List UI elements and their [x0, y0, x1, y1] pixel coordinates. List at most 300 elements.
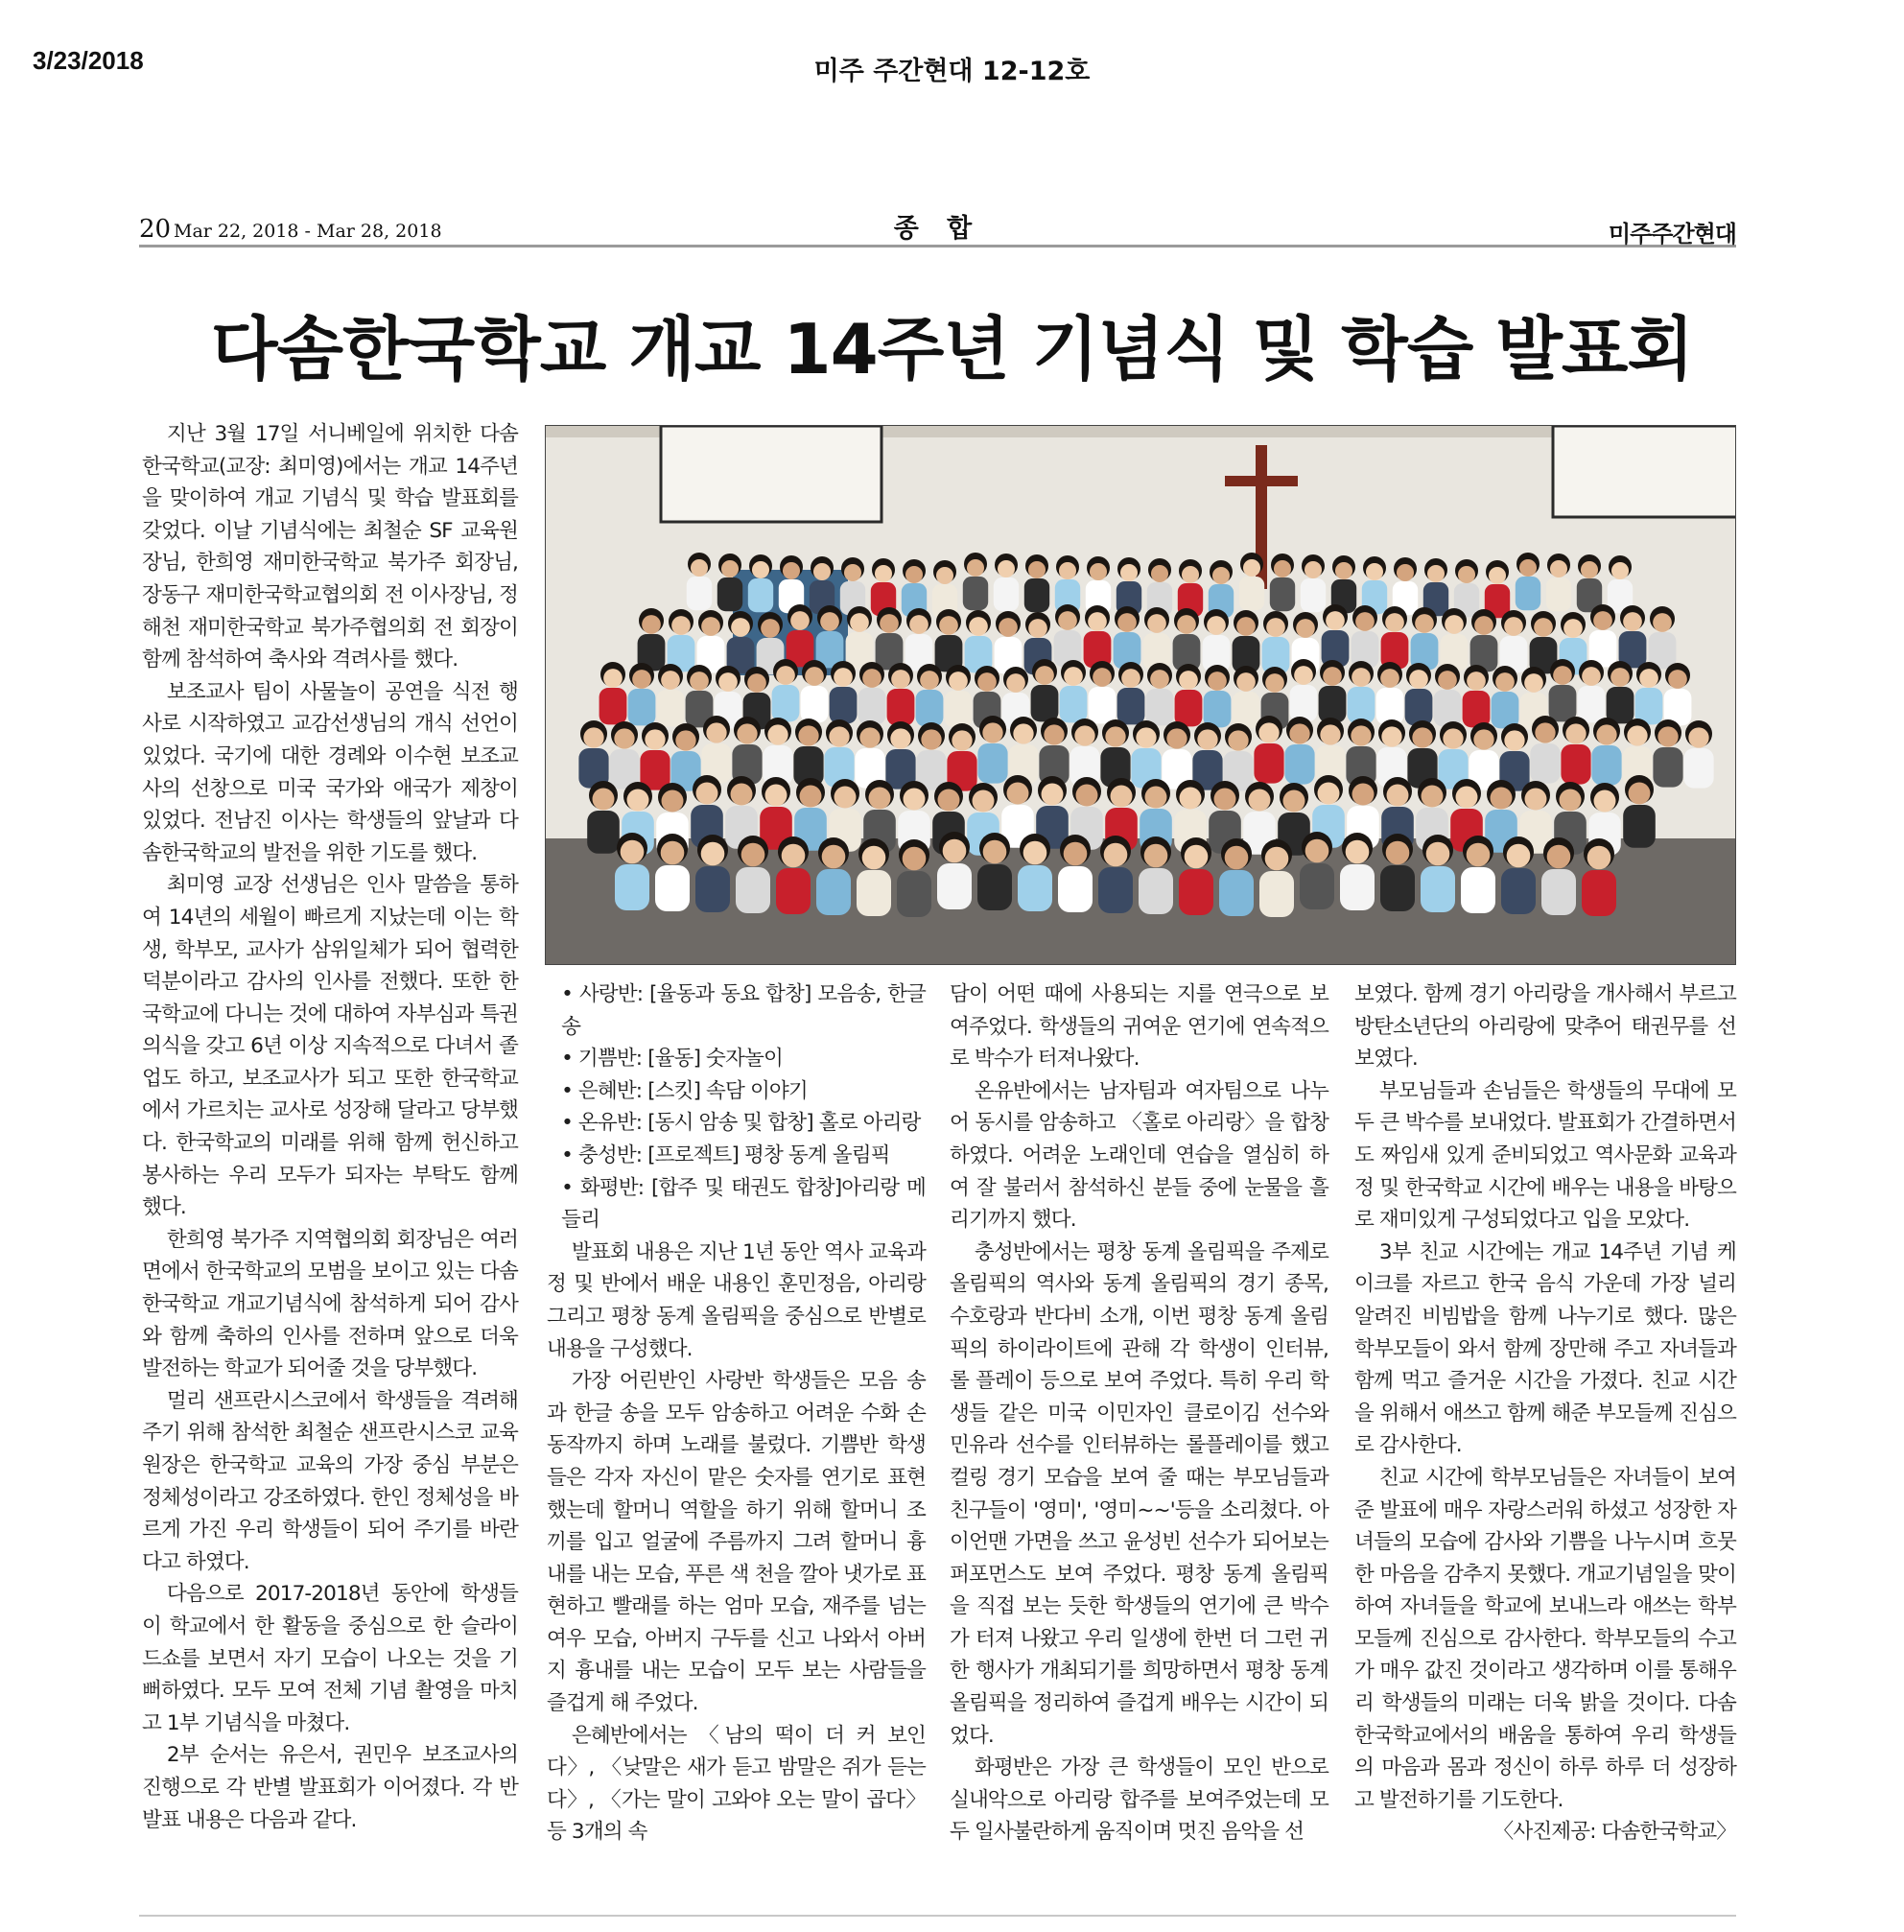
- person-body: [1501, 868, 1536, 914]
- person-body: [776, 868, 811, 914]
- person-face: [603, 669, 623, 688]
- person-face: [1208, 671, 1227, 691]
- person-face: [645, 729, 665, 749]
- person-face: [1144, 844, 1168, 868]
- person-face: [805, 667, 824, 686]
- person-face: [903, 847, 927, 871]
- person-body: [736, 867, 770, 913]
- person-face: [1352, 784, 1375, 806]
- person-face: [661, 671, 680, 690]
- person-face: [1145, 787, 1167, 809]
- article-column-3: [950, 978, 1328, 1849]
- person-face: [1121, 669, 1140, 688]
- person-body: [1492, 692, 1519, 728]
- person-face: [1283, 790, 1305, 813]
- person-body: [772, 685, 800, 721]
- person-body: [615, 864, 649, 910]
- person-face: [998, 560, 1015, 577]
- person-body: [1139, 868, 1173, 914]
- person-body: [1179, 869, 1213, 915]
- group-photo: [545, 425, 1736, 965]
- person-body: [916, 690, 944, 726]
- person-face: [1504, 617, 1523, 636]
- person-face: [1610, 668, 1630, 687]
- person-face: [1228, 730, 1248, 750]
- person-face: [627, 789, 649, 812]
- person-face: [1474, 616, 1493, 635]
- issue-dates: Mar 22, 2018 - Mar 28, 2018: [174, 221, 442, 242]
- person-body: [1683, 748, 1713, 789]
- person-body: [1089, 687, 1117, 723]
- person-body: [695, 866, 730, 912]
- person-face: [1653, 613, 1672, 632]
- person-face: [905, 566, 923, 583]
- person-face: [921, 729, 941, 749]
- class-item: • 온유반: [동시 암송 및 합창] 홀로 아리랑: [561, 1111, 921, 1136]
- person-face: [1366, 563, 1383, 580]
- person-face: [920, 671, 939, 690]
- person-face: [1594, 790, 1616, 813]
- person-body: [1405, 689, 1433, 725]
- person-body: [1175, 690, 1203, 726]
- paragraph: 부모님들과 손님들은 학생들의 무대에 모두 큰 박수를 보내었다. 발표회가 간결하면서도 짜임새 있게 준비되었고 역사문화 교육과정 및 한국학교 시간에 배우는 내용을 바탕으로 재미있게 구성되었다고 입을 모았다.: [1354, 1078, 1736, 1233]
- person-face: [829, 726, 849, 746]
- person-face: [1023, 841, 1047, 865]
- person-face: [1386, 841, 1410, 865]
- person-face: [621, 840, 645, 864]
- paragraph: 충성반에서는 평창 동계 올림픽을 주제로 올림픽의 역사와 동계 올림픽의 경기 종목, 수호랑과 반다비 소개, 이번 평창 동계 올림픽의 하이라이트에 관해 각 학생이 인터뷰, 롤 플레이 등으로 보여 주었다. 특히 우리 학생들 같은 미국 이민자인 클로이김 선수와 민유라 선수를 인터뷰하는 롤플레이를 했고 컬링 경기 모습을 보여 줄 때는 부모님들과 친구들이 '영미', '영미~~'등을 소리쳤다. 아이언맨 가면을 쓰고 윤성빈 선수가 되어보는 퍼포먼스도 보여 주었다. 평창 동계 올림픽을 직접 보는 듯한 학생들의 연기에 큰 박수가 터져 나왔고 우리 일생에 한번 더 그런 귀한 행사가 개최되기를 희망하면서 평창 동계 올림픽을 정리하여 즐겁게 배우는 시간이 되었다.: [950, 1239, 1328, 1748]
- person-face: [1197, 729, 1217, 749]
- person-face: [632, 670, 651, 689]
- person-face: [1180, 788, 1202, 810]
- person-face: [1657, 726, 1678, 746]
- person-face: [880, 614, 899, 633]
- person-face: [1265, 673, 1284, 693]
- person-body: [1219, 870, 1254, 916]
- person-body: [687, 577, 712, 610]
- person-face: [790, 611, 810, 630]
- person-face: [1207, 616, 1226, 635]
- projection-screen-left: [661, 426, 881, 522]
- person-body: [628, 689, 656, 725]
- person-face: [1274, 560, 1291, 577]
- person-face: [1236, 617, 1256, 636]
- person-face: [1409, 670, 1428, 689]
- person-face: [936, 567, 953, 584]
- person-face: [1105, 726, 1125, 746]
- person-face: [1387, 785, 1409, 807]
- person-face: [1443, 728, 1463, 748]
- person-face: [904, 789, 926, 811]
- person-face: [1445, 615, 1464, 634]
- person-face: [1639, 669, 1658, 688]
- person-body: [1290, 685, 1318, 721]
- person-face: [1296, 619, 1315, 638]
- person-body: [599, 688, 627, 724]
- person-face: [949, 671, 968, 691]
- person-face: [782, 844, 806, 868]
- person-face: [761, 619, 780, 638]
- person-body: [1463, 691, 1491, 727]
- person-face: [1355, 612, 1375, 631]
- person-face: [1489, 567, 1506, 584]
- person-body: [1319, 686, 1347, 722]
- person-body: [816, 869, 851, 915]
- person-face: [1150, 670, 1169, 689]
- person-face: [1323, 667, 1342, 686]
- person-face: [1090, 563, 1107, 580]
- person-face: [1326, 611, 1345, 630]
- person-face: [747, 673, 766, 693]
- person-face: [701, 842, 725, 866]
- person-face: [1064, 842, 1088, 866]
- person-face: [1385, 613, 1404, 632]
- person-face: [939, 616, 958, 635]
- masthead: [139, 205, 1736, 247]
- person-face: [1266, 618, 1285, 637]
- person-body: [1653, 747, 1682, 788]
- person-face: [1120, 564, 1138, 581]
- person-body: [887, 689, 915, 725]
- person-body: [1117, 688, 1145, 724]
- person-face: [1381, 726, 1401, 746]
- person-body: [1301, 578, 1326, 612]
- print-title: 미주 주간현대 12-12호: [813, 57, 1091, 86]
- person-body: [830, 687, 858, 723]
- person-face: [1076, 785, 1098, 807]
- person-face: [1688, 727, 1708, 747]
- paragraph: 2부 순서는 유은서, 권민우 보조교사의 진행으로 각 반별 발표회가 이어졌다. 각 반 발표 내용은 다음과 같다.: [142, 1743, 518, 1832]
- person-face: [943, 839, 967, 863]
- person-body: [1340, 864, 1375, 910]
- person-body: [1018, 865, 1052, 911]
- person-face: [1013, 723, 1033, 743]
- person-face: [869, 788, 891, 810]
- person-face: [973, 790, 995, 813]
- person-face: [813, 563, 831, 580]
- person-body: [858, 688, 886, 724]
- person-face: [977, 672, 997, 692]
- person-face: [1623, 612, 1642, 631]
- person-face: [1397, 564, 1414, 581]
- person-face: [731, 784, 753, 806]
- person-face: [1305, 839, 1329, 863]
- person-face: [1491, 788, 1513, 810]
- person-face: [834, 668, 853, 687]
- person-face: [1289, 723, 1309, 743]
- person-face: [983, 840, 1007, 864]
- person-body: [897, 871, 931, 917]
- person-body: [937, 863, 972, 909]
- person-body: [977, 864, 1012, 910]
- person-face: [890, 728, 910, 748]
- person-face: [1117, 613, 1137, 632]
- person-face: [1596, 724, 1616, 744]
- person-face: [891, 670, 910, 689]
- person-body: [1461, 867, 1495, 913]
- class-item: • 화평반: [합주 및 태권도 합창]아리랑 메들리: [561, 1175, 926, 1233]
- paragraph: 보였다. 함께 경기 아리랑을 개사해서 부르고 방탄소년단의 아리랑에 맞추어 태권무를 선보였다.: [1354, 982, 1736, 1072]
- person-face: [1352, 668, 1371, 687]
- person-face: [859, 727, 880, 747]
- person-face: [875, 565, 892, 582]
- print-date: 3/23/2018: [33, 46, 144, 75]
- person-body: [1233, 692, 1260, 728]
- person-face: [1547, 845, 1571, 869]
- person-face: [1006, 673, 1025, 693]
- person-face: [938, 789, 960, 812]
- person-face: [1042, 784, 1064, 806]
- person-face: [1629, 783, 1651, 805]
- person-face: [593, 789, 615, 811]
- person-face: [1318, 783, 1340, 805]
- person-body: [717, 577, 742, 611]
- paragraph: 담이 어떤 때에 사용되는 지를 연극으로 보여주었다. 학생들의 귀여운 연기에 연속적으로 박수가 터져나왔다.: [950, 982, 1328, 1072]
- person-face: [1456, 787, 1478, 809]
- paragraph: 지난 3월 17일 서니베일에 위치한 다솜한국학교(교장: 최미영)에서는 개교 14주년을 맞이하여 개교 기념식 및 학습 발표회를 갖었다. 이날 기념식에는 최철순 SF 교육원장님, 한희영 재미한국학교 북가주 회장님, 장동구 재미한국학교협의회 전 이사장님, 정해천 재미한국학교 북가주협의회 전 회장이 함께 참석하여 축사와 격려사를 했다.: [142, 422, 518, 672]
- person-face: [1519, 559, 1537, 577]
- person-face: [844, 564, 861, 581]
- person-face: [967, 559, 984, 577]
- person-face: [1059, 562, 1076, 579]
- person-face: [1467, 843, 1491, 867]
- person-face: [1111, 786, 1133, 808]
- paragraph: 가장 어린반인 사랑반 학생들은 모음 송과 한글 송을 모두 암송하고 어려운 수화 손동작까지 하며 노래를 불렀다. 기쁨반 학생들은 각자 자신이 맡은 숫자를 연기로 표현했는데 할머니 역할을 하기 위해 할머니 조끼를 입고 얼굴에 주름까지 그려 할머니 흉내를 내는 모습, 푸른 색 천을 깔아 냇가로 표현하고 빨래를 하는 엄마 모습, 재주를 넘는 여우 모습, 아버지 구두를 신고 나와서 아버지 흉내를 내는 모습이 모두 보는 사람들을 즐겁게 해 주었다.: [547, 1369, 926, 1716]
- person-face: [999, 618, 1018, 637]
- person-face: [614, 728, 634, 748]
- person-face: [696, 783, 718, 805]
- person-face: [820, 612, 839, 631]
- paragraph: 보조교사 팀이 사물놀이 공연을 식전 행사로 시작하였고 교감선생님의 개식 선언이 있었다. 국기에 대한 경례와 이수현 보조교사의 선창으로 미국 국가와 애국가 제창이 있었다. 전남진 이사는 학생들의 앞날과 다솜한국학교의 발전을 위한 기도를 했다.: [142, 679, 518, 865]
- person-face: [1427, 565, 1445, 582]
- person-face: [1212, 567, 1230, 584]
- person-face: [642, 615, 661, 634]
- paragraph: 다음으로 2017-2018년 동안에 학생들이 학교에서 한 활동을 중심으로 한 슬라이드쇼를 보면서 자기 모습이 나오는 것을 기뻐하였다. 모두 모여 전체 기념 촬영을 마치고 1부 기념식을 마쳤다.: [142, 1582, 518, 1735]
- person-body: [945, 691, 973, 727]
- person-face: [671, 616, 691, 635]
- section-label: 종 합: [893, 214, 982, 244]
- person-face: [982, 722, 1002, 742]
- class-item: • 사랑반: [율동과 동요 합창] 모음송, 한글송: [561, 982, 926, 1039]
- person-face: [662, 790, 684, 813]
- paper-name: 미주주간현대: [1608, 221, 1736, 247]
- person-face: [850, 613, 869, 632]
- person-face: [1236, 672, 1256, 692]
- person-face: [798, 725, 818, 745]
- person-body: [1530, 743, 1560, 784]
- person-face: [1028, 619, 1047, 638]
- paragraph: 발표회 내용은 지난 1년 동안 역사 교육과정 및 반에서 배운 내용인 훈민정음, 아리랑 그리고 평창 동계 올림픽을 중심으로 반별로 내용을 구성했다.: [547, 1239, 926, 1361]
- person-face: [661, 841, 685, 865]
- person-face: [1467, 671, 1486, 691]
- person-face: [1553, 666, 1572, 685]
- photo-credit: 〈사진제공: 다솜한국학교〉: [1493, 1820, 1736, 1845]
- person-body: [1421, 866, 1455, 912]
- person-face: [1265, 847, 1289, 871]
- person-face: [721, 560, 739, 577]
- person-face: [1473, 729, 1493, 749]
- person-body: [1546, 577, 1571, 611]
- person-face: [1243, 559, 1260, 577]
- person-body: [994, 577, 1019, 611]
- paragraph: 멀리 샌프란시스코에서 학생들을 격려해 주기 위해 참석한 최철순 샌프란시스코 교육원장은 한국학교 교육의 가장 중심 부분은 정체성이라고 강조하였다. 한인 정체성을 바르게 가진 우리 학생들이 되어 주기를 바란다고 하였다.: [142, 1388, 518, 1574]
- person-body: [1591, 745, 1621, 786]
- person-face: [1495, 672, 1515, 692]
- page-number: 20: [139, 215, 172, 244]
- person-face: [690, 671, 709, 691]
- person-face: [1582, 667, 1601, 686]
- bottom-rule: [139, 1915, 1736, 1917]
- paragraph: 3부 친교 시간에는 개교 14주년 기념 케이크를 자르고 한국 음식 가운데 가장 널리 알려진 비빔밥을 함께 나누기로 했다. 많은 학부모들이 와서 함께 장만해 주고 자녀들과 함께 먹고 즐거운 시간을 가졌다. 친교 시간을 위해서 애쓰고 함께 해준 부모들께 진심으로 감사한다.: [1354, 1239, 1736, 1458]
- person-body: [1541, 869, 1576, 915]
- person-body: [655, 865, 690, 911]
- person-face: [1351, 725, 1371, 745]
- person-face: [741, 843, 765, 867]
- person-body: [1623, 805, 1656, 848]
- person-face: [1335, 562, 1352, 579]
- person-face: [1058, 611, 1077, 630]
- person-face: [1074, 725, 1094, 745]
- person-body: [1549, 685, 1577, 721]
- person-face: [701, 617, 720, 636]
- person-face: [1525, 789, 1547, 811]
- person-face: [1179, 671, 1198, 690]
- person-face: [862, 846, 886, 870]
- paragraph: 화평반은 가장 큰 학생들이 모인 반으로 실내악으로 아리랑 합주를 보여주었는데 모두 일사불란하게 움직이며 멋진 음악을 선: [950, 1755, 1328, 1845]
- person-face: [862, 669, 881, 688]
- person-body: [1060, 686, 1088, 722]
- person-face: [718, 672, 738, 692]
- person-face: [1438, 671, 1457, 690]
- person-face: [752, 561, 769, 578]
- person-face: [731, 618, 750, 637]
- person-face: [800, 786, 822, 808]
- person-face: [1380, 669, 1399, 688]
- person-face: [834, 787, 857, 809]
- person-face: [1346, 840, 1370, 864]
- projection-screen-right: [1553, 426, 1736, 517]
- person-face: [1151, 565, 1168, 582]
- paragraph: 최미영 교장 선생님은 인사 말씀을 통하여 14년의 세월이 빠르게 지났는데 이는 학생, 학부모, 교사가 삼위일체가 되어 협력한 덕분이라고 감사의 인사를 전했다. 또한 한국학교에 다니는 것에 대하여 자부심과 특권의식을 갖고 6년 이상 지속적으로 다녀서 졸업도 하고, 보조교사가 되고 또한 한국학교에서 가르치는 교사로 성장해 달라고 당부했다. 한국학교의 미래를 위해 함께 헌신하고 봉사하는 우리 모두가 되자는 부탁도 함께 했다.: [142, 873, 518, 1220]
- person-face: [691, 559, 708, 577]
- person-body: [1270, 577, 1295, 611]
- person-face: [1035, 666, 1054, 685]
- person-face: [1426, 842, 1450, 866]
- person-face: [675, 730, 695, 750]
- person-body: [1259, 871, 1294, 917]
- person-body: [801, 686, 829, 722]
- person-face: [969, 617, 988, 636]
- person-face: [583, 727, 603, 747]
- class-item: • 기쁨반: [율동] 숫자놀이: [561, 1047, 783, 1072]
- person-face: [1028, 561, 1046, 578]
- person-face: [1422, 786, 1444, 808]
- person-body: [1434, 690, 1462, 726]
- person-body: [1058, 866, 1093, 912]
- person-body: [857, 870, 891, 916]
- person-face: [706, 722, 726, 742]
- person-body: [1204, 691, 1232, 727]
- person-face: [1565, 723, 1586, 743]
- person-face: [1104, 843, 1128, 867]
- person-face: [1136, 727, 1156, 747]
- person-face: [1415, 614, 1434, 633]
- person-face: [1563, 619, 1583, 638]
- person-face: [1044, 724, 1064, 744]
- headline: 다솜한국학교 개교 14주년 기념식 및 학습 발표회: [210, 309, 1694, 389]
- person-face: [1093, 668, 1112, 687]
- person-face: [1064, 667, 1083, 686]
- person-face: [1249, 789, 1271, 812]
- person-body: [1239, 577, 1264, 610]
- person-face: [1458, 566, 1475, 583]
- article-column-1: [142, 418, 518, 1836]
- person-body: [1284, 744, 1314, 785]
- person-body: [657, 690, 685, 726]
- person-face: [1007, 783, 1029, 805]
- person-body: [1516, 577, 1540, 610]
- paragraph: 한희영 북가주 지역협의회 회장님은 여러 면에서 한국학교의 모범을 보이고 있는 다솜한국학교 개교기념식에 참석하게 되어 감사와 함께 축하의 인사를 전하며 앞으로 더욱 발전하는 학교가 되어줄 것을 당부했다.: [142, 1227, 518, 1381]
- person-body: [977, 743, 1007, 784]
- person-face: [1535, 722, 1555, 742]
- person-face: [1668, 670, 1687, 689]
- person-face: [1593, 611, 1612, 630]
- person-face: [1294, 666, 1313, 685]
- paragraph: 은혜반에서는 〈남의 떡이 더 커 보인다〉, 〈낮말은 새가 듣고 밤말은 쥐가 듣는다〉, 〈가는 말이 고와야 오는 말이 곱다〉 등 3개의 속: [547, 1723, 926, 1845]
- person-face: [783, 562, 800, 579]
- person-face: [1305, 561, 1322, 578]
- person-face: [1214, 789, 1236, 811]
- person-body: [1578, 686, 1606, 722]
- person-body: [748, 578, 773, 612]
- article-column-4: [1354, 978, 1736, 1849]
- person-face: [1524, 673, 1543, 693]
- class-item: • 충성반: [프로젝트] 평창 동계 올림픽: [561, 1143, 890, 1167]
- person-face: [1560, 789, 1582, 812]
- person-body: [1024, 578, 1049, 612]
- person-body: [1098, 867, 1133, 913]
- person-face: [1412, 727, 1432, 747]
- paragraph: 온유반에서는 남자팀과 여자팀으로 나누어 동시를 암송하고 〈홀로 아리랑〉을 합창하였다. 어려운 노래인데 연습을 열심히 하여 잘 불러서 참석하신 분들 중에 눈물을 흘리기까지 했다.: [950, 1078, 1328, 1233]
- person-body: [1254, 743, 1283, 784]
- person-face: [822, 845, 846, 869]
- person-body: [1582, 870, 1616, 916]
- person-face: [1185, 845, 1209, 869]
- person-face: [1581, 561, 1598, 578]
- person-body: [963, 577, 988, 610]
- person-face: [1611, 562, 1629, 579]
- person-face: [1225, 846, 1249, 870]
- person-face: [737, 723, 757, 743]
- person-body: [1380, 865, 1415, 911]
- person-body: [587, 811, 620, 854]
- person-face: [1147, 614, 1166, 633]
- person-face: [1504, 730, 1524, 750]
- person-face: [765, 785, 787, 807]
- person-body: [1348, 687, 1375, 723]
- person-body: [1376, 688, 1404, 724]
- person-face: [1534, 618, 1553, 637]
- article-column-2: [547, 978, 926, 1849]
- person-face: [1088, 612, 1107, 631]
- paragraph: 친교 시간에 학부모님들은 자녀들이 보여준 발표에 매우 자랑스러워 하셨고 성장한 자녀들의 모습에 감사와 기쁨을 나누시며 흐뭇한 마음을 감추지 못했다. 개교기념일을 맞이하여 자녀들을 학교에 보내느라 애쓰는 학부모들께 진심으로 감사한다. 학부모들의 수고가 매우 값진 것이라고 생각하며 이를 통해우리 학생들의 미래는 더욱 밝을 것이다. 다솜한국학교에서의 배움을 통하여 우리 학생들의 마음과 몸과 정신이 하루 하루 더 성장하고 발전하기를 기도한다.: [1354, 1465, 1736, 1812]
- person-face: [1507, 844, 1531, 868]
- person-face: [1587, 846, 1611, 870]
- person-face: [767, 724, 787, 744]
- person-face: [776, 666, 795, 685]
- person-face: [1177, 615, 1196, 634]
- person-face: [1182, 566, 1199, 583]
